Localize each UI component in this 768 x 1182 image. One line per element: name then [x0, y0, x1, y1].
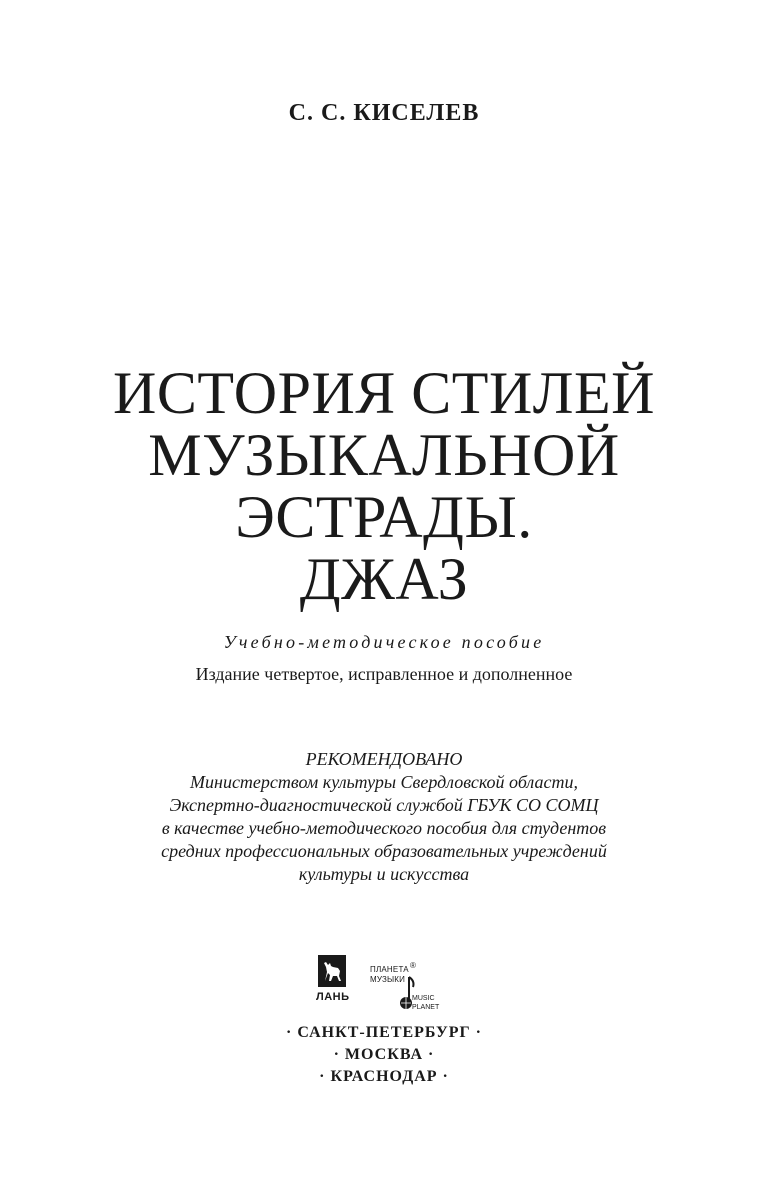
music-planet-ru-line2: МУЗЫКИ [370, 975, 406, 984]
recommendation-block [0, 748, 768, 886]
title-line: ДЖАЗ [299, 546, 469, 612]
recommendation-line: в качестве учебно-методического пособия для студентов [161, 818, 607, 838]
book-title [0, 362, 768, 610]
publisher-cities [0, 1022, 768, 1088]
title-line: МУЗЫКАЛЬНОЙ [148, 422, 620, 488]
music-planet-en-line2: PLANET [412, 1004, 440, 1011]
lan-logo-text: ЛАНЬ [316, 991, 350, 1003]
lan-deer-icon [318, 955, 346, 987]
title-line: ЭСТРАДЫ. [235, 484, 533, 550]
city-line: · САНКТ-ПЕТЕРБУРГ · [286, 1024, 482, 1041]
recommendation-line: Экспертно-диагностической службой ГБУК СО СОМЦ [169, 795, 599, 815]
recommendation-line: средних профессиональных образовательных учреждений [161, 841, 607, 861]
music-planet-ru-line1: ПЛАНЕТА [370, 965, 409, 974]
title-line: ИСТОРИЯ СТИЛЕЙ [113, 360, 655, 426]
lan-logo [318, 955, 348, 1017]
book-subtitle: Учебно-методическое пособие [223, 632, 545, 652]
edition-note: Издание четвертое, исправленное и дополненное [195, 664, 573, 684]
city-line: · МОСКВА · [333, 1046, 435, 1063]
recommendation-heading: РЕКОМЕНДОВАНО [305, 749, 463, 769]
recommendation-line: культуры и искусства [298, 864, 470, 884]
registered-mark: ® [410, 961, 416, 970]
music-planet-en-line1: MUSIC [412, 995, 435, 1002]
publisher-logos [318, 955, 458, 1017]
recommendation-line: Министерством культуры Свердловской области, [190, 772, 578, 792]
music-planet-logo [370, 961, 460, 1017]
city-line: · КРАСНОДАР · [319, 1068, 449, 1085]
author-name: С. С. КИСЕЛЕВ [288, 100, 480, 126]
